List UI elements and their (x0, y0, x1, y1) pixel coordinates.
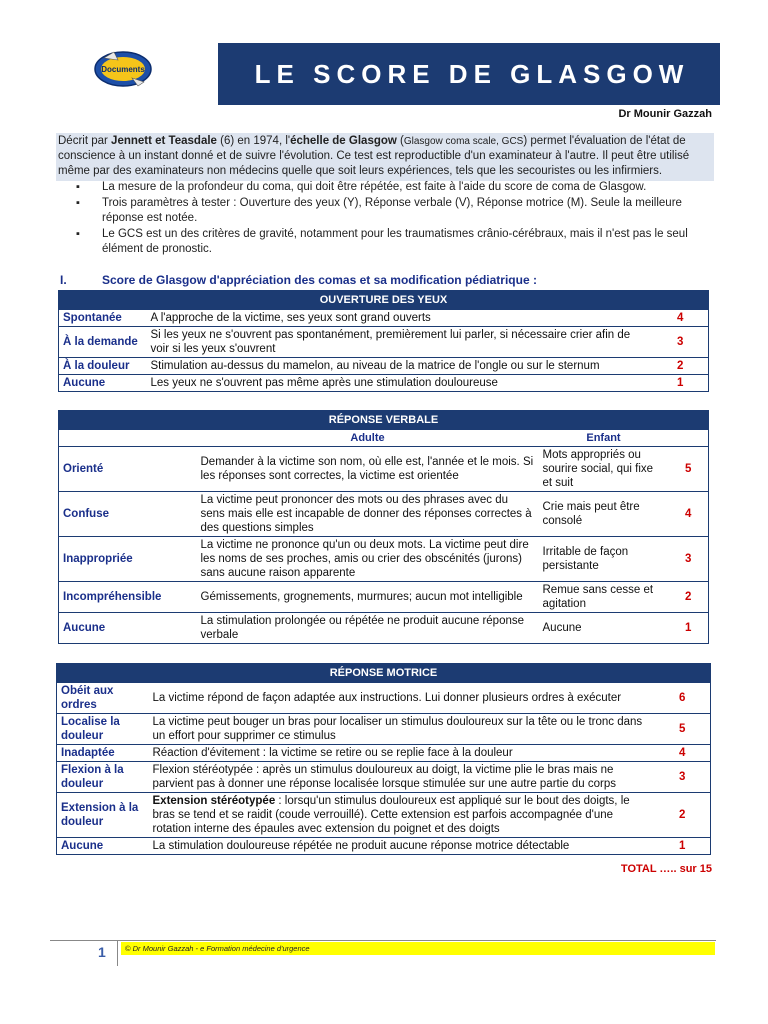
page-title: LE SCORE DE GLASGOW (218, 43, 720, 105)
table-row: Orienté Demander à la victime son nom, où elle est, l'année et le mois. Si les réponses sont correctes, la victime est orientée Mots appropriés ou sourire social, qui fixe et suit 5 (59, 447, 709, 492)
bullet-item: ▪ La mesure de la profondeur du coma, qui doit être répétée, est faite à l'aide du score de coma de Glasgow. (56, 180, 714, 195)
documents-logo (92, 48, 154, 88)
bullet-list (56, 180, 714, 258)
verbal-response-table (58, 410, 709, 644)
adult-column-header: Adulte (197, 430, 539, 447)
table-row: Incompréhensible Gémissements, grognements, murmures; aucun mot intelligible Remue sans cesse et agitation 2 (59, 582, 709, 613)
table-row: Aucune Les yeux ne s'ouvrent pas même après une stimulation douloureuse 1 (59, 375, 709, 392)
table-row: Localise la douleur La victime peut bouger un bras pour localiser un stimulus douloureux sur la tête ou le tronc dans un effort pour supprimer ce stimulus 5 (57, 714, 711, 745)
eye-opening-table (58, 290, 709, 392)
table-row: Aucune La stimulation prolongée ou répétée ne produit aucune réponse verbale Aucune 1 (59, 613, 709, 644)
child-column-header: Enfant (539, 430, 669, 447)
table-row: Extension à la douleur Extension stéréotypée : lorsqu'un stimulus douloureux est appliqué sur le bout des doigts, le bras se tend et se raidit (coude verrouillé). Cette extension est parfois accompagnée d'une rotation interne des épaules avec extension du poignet et des doigts 2 (57, 793, 711, 838)
table-row: À la demande Si les yeux ne s'ouvrent pas spontanément, premièrement lui parler, si nécessaire crier afin de voir si les yeux s'ouvrent 3 (59, 327, 709, 358)
logo-text: Documents (101, 65, 145, 74)
table-row: Flexion à la douleur Flexion stéréotypée : après un stimulus douloureux au doigt, la victime plie le bras mais ne parvient pas à donner une réponse localisée lorsque stimulée sur une autre partie du corps 3 (57, 762, 711, 793)
bullet-item: ▪ Trois paramètres à tester : Ouverture des yeux (Y), Réponse verbale (V), Réponse motrice (M). Seule la meilleure réponse est notée. (56, 196, 714, 226)
footer-bar: © Dr Mounir Gazzah - e Formation médecine d'urgence (121, 942, 715, 955)
motor-response-table (56, 663, 711, 855)
page-number: 1 (98, 944, 106, 960)
table-header: OUVERTURE DES YEUX (59, 291, 709, 310)
copyright-icon: © (125, 944, 131, 953)
bullet-item: ▪ Le GCS est un des critères de gravité, notamment pour les traumatismes crânio-cérébraux, mais il n'est pas le seul élément de pronostic. (56, 227, 714, 257)
section-title: I. Score de Glasgow d'appréciation des comas et sa modification pédiatrique : (60, 273, 537, 287)
table-header: RÉPONSE MOTRICE (57, 664, 711, 683)
table-row: Spontanée A l'approche de la victime, ses yeux sont grand ouverts 4 (59, 310, 709, 327)
table-header: RÉPONSE VERBALE (59, 411, 709, 430)
table-row: Inappropriée La victime ne prononce qu'un ou deux mots. La victime peut dire les noms de ses proches, amis ou crier des obscénités (jurons) sans aucune raison apparente Irritable de façon persistante 3 (59, 537, 709, 582)
table-row: Obéit aux ordres La victime répond de façon adaptée aux instructions. Lui donner plusieurs ordres à exécuter 6 (57, 683, 711, 714)
footer-separator (117, 940, 118, 966)
table-row: Inadaptée Réaction d'évitement : la victime se retire ou se replie face à la douleur 4 (57, 745, 711, 762)
intro-paragraph: Décrit par Jennett et Teasdale (6) en 1974, l'échelle de Glasgow (Glasgow coma scale, GCS) permet l'évaluation de l'état de conscience à un instant donné et de suivre l'évolution. Ce test est reproductible d'un examinateur à l'autre. Il peut être utilisé même par des examinateurs non médecins quelle que soit leurs expériences, tels que les secouristes ou les infirmiers. (56, 133, 714, 181)
total-score: TOTAL ….. sur 15 (620, 863, 712, 875)
author: Dr Mounir Gazzah (618, 108, 712, 120)
table-row: À la douleur Stimulation au-dessus du mamelon, au niveau de la matrice de l'ongle ou sur le sternum 2 (59, 358, 709, 375)
footer-rule (50, 940, 716, 941)
table-row: Confuse La victime peut prononcer des mots ou des phrases avec du sens mais elle est incapable de donner des réponses correctes à des questions simples Crie mais peut être consolé 4 (59, 492, 709, 537)
table-row: Aucune La stimulation douloureuse répétée ne produit aucune réponse motrice détectable 1 (57, 838, 711, 855)
